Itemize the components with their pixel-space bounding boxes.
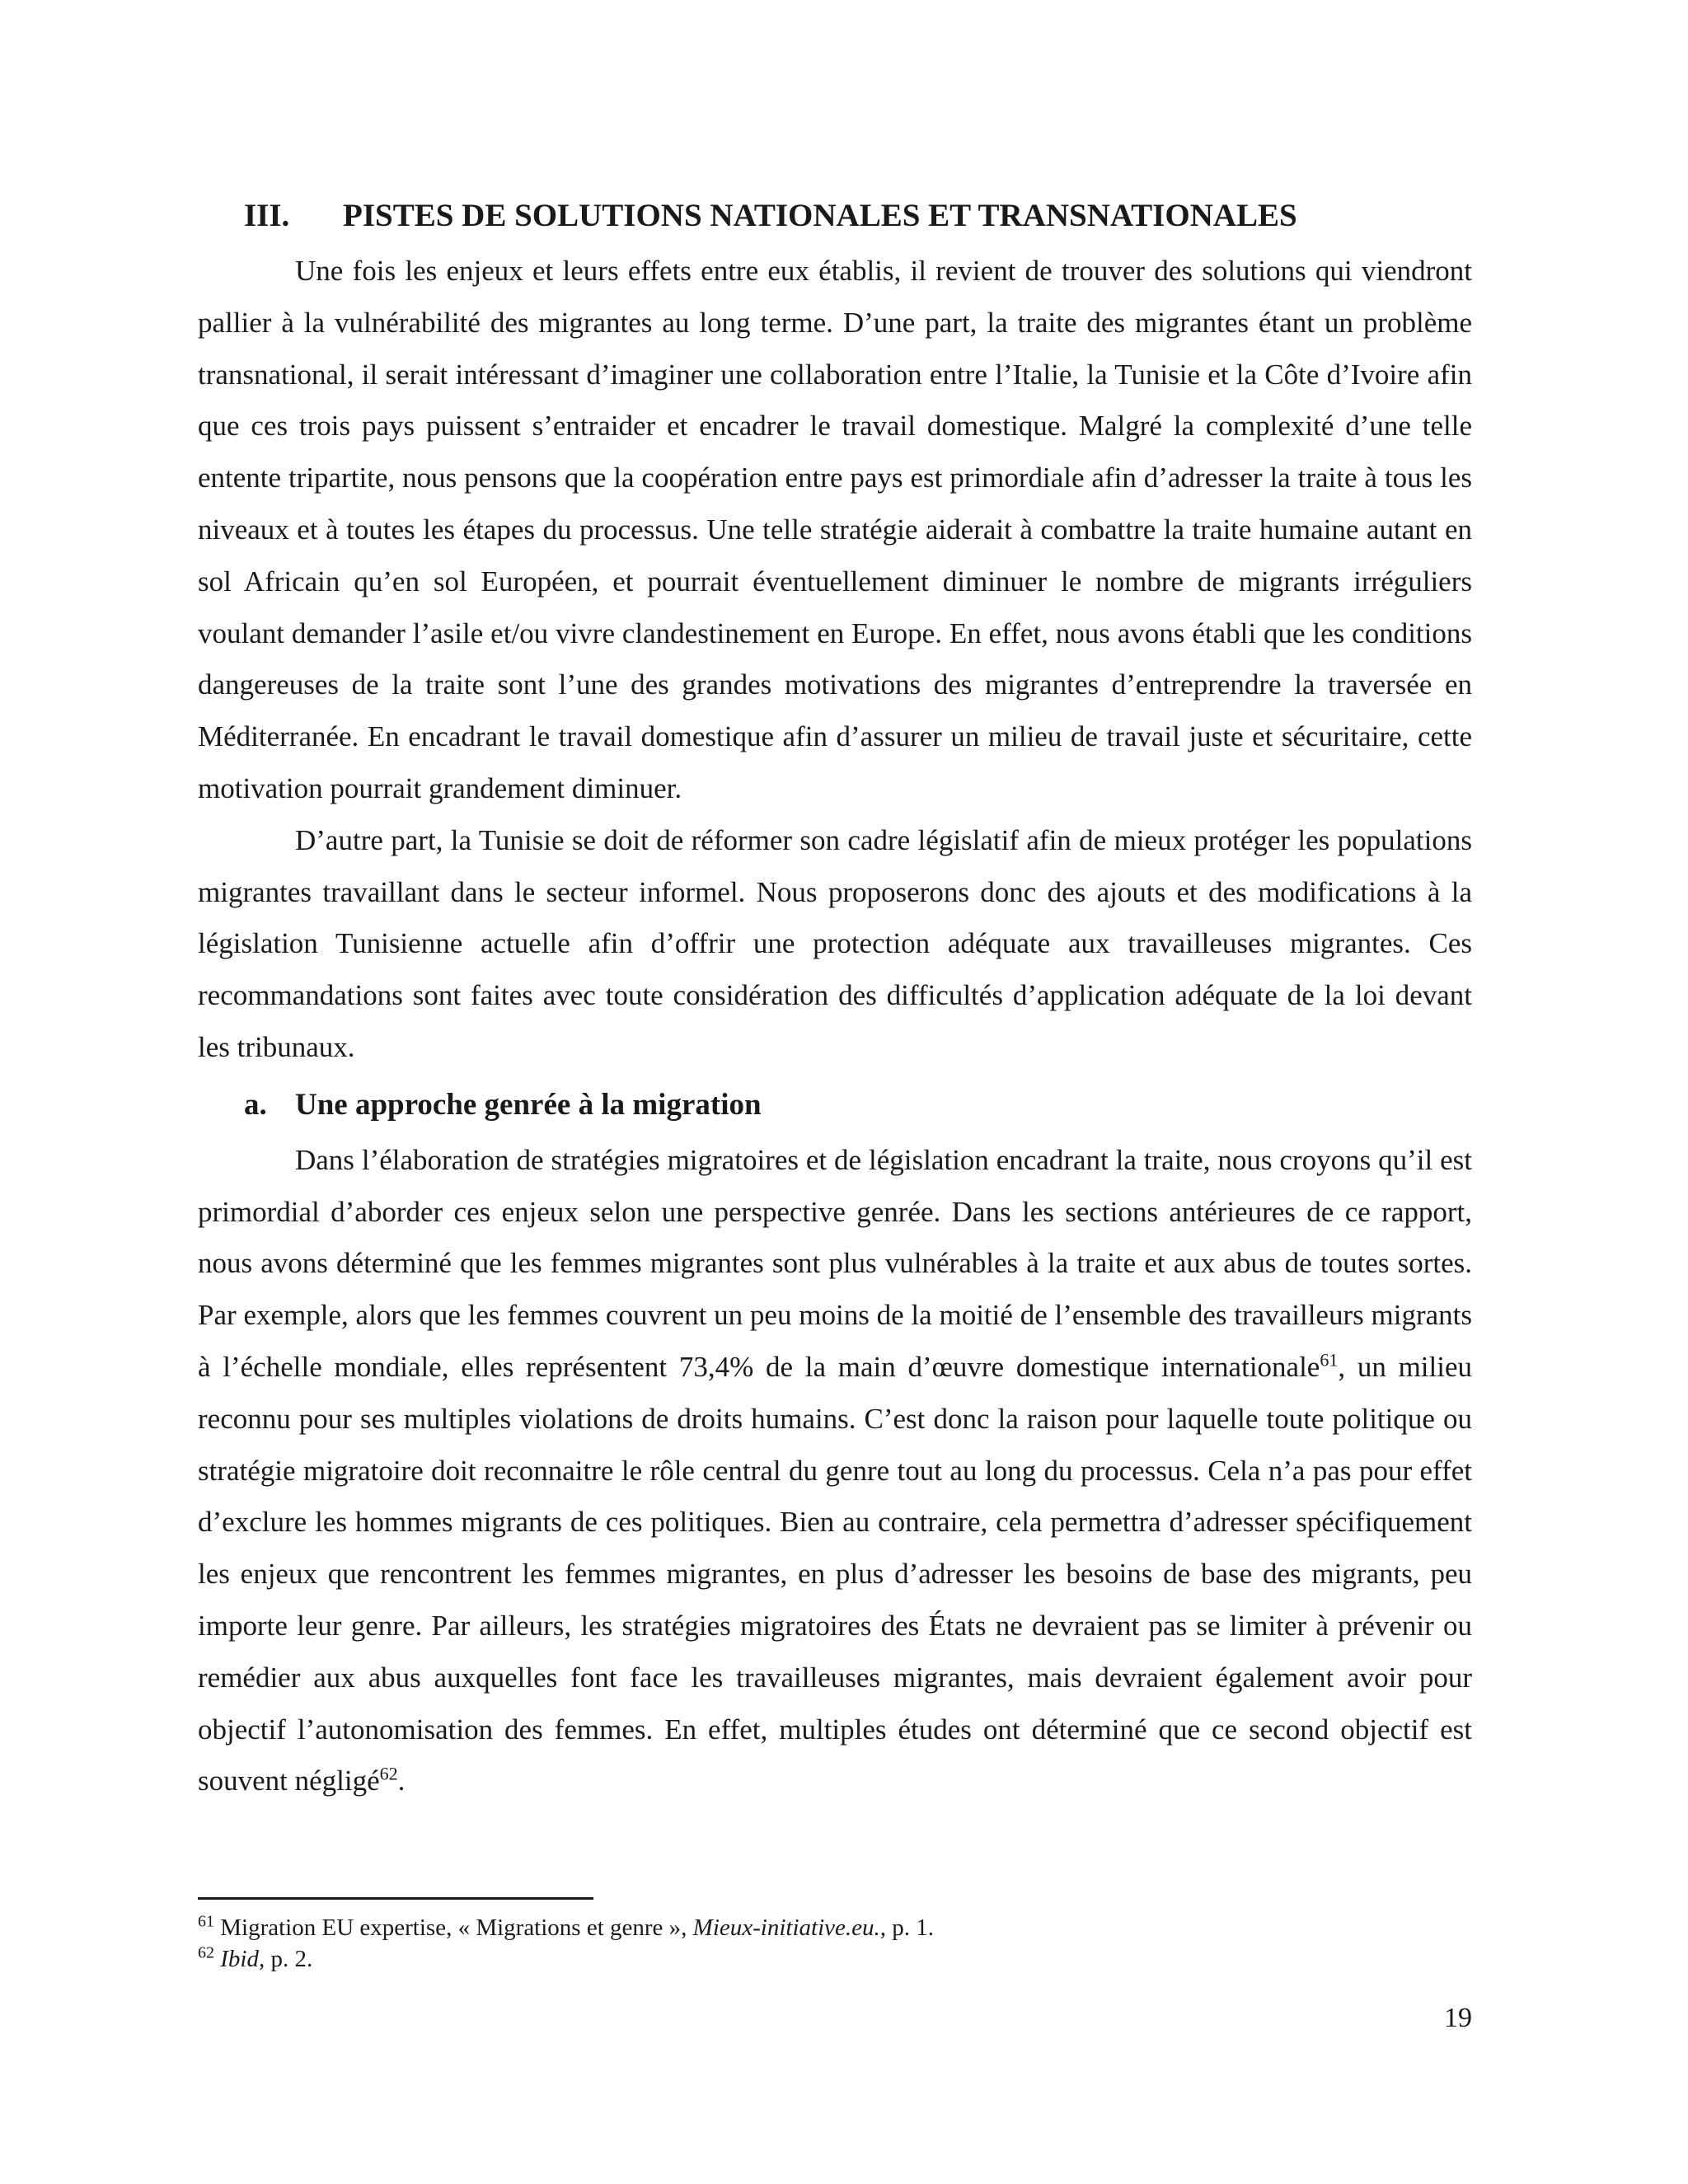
section-title: PISTES DE SOLUTIONS NATIONALES ET TRANSNATIONALES — [343, 198, 1297, 233]
section-number: III. — [244, 198, 290, 233]
footnote-number: 62 — [198, 1943, 214, 1962]
footnote-number: 61 — [198, 1912, 214, 1931]
footnote-text: p. 1. — [886, 1915, 934, 1941]
footnote-text: Migration EU expertise, « Migrations et genre », — [220, 1915, 693, 1941]
page-number: 19 — [1444, 2003, 1472, 2033]
paragraph — [198, 1135, 1472, 1807]
paragraph-text: , un milieu reconnu pour ses multiples violations de droits humains. C’est donc la raison pour laquelle toute politique ou stratégie migratoire doit reconnaitre le rôle central du genre tout au long du processus. Cela n’a pas pour effet d’exclure les hommes migrants de ces politiques. Bien au contraire, cela permettra d’adresser spécifiquement les enjeux que rencontrent les femmes migrantes, en plus d’adresser les besoins de base des migrants, peu importe leur genre. Par ailleurs, les stratégies migratoires des États ne devraient pas se limiter à prévenir ou remédier aux abus auxquelles font face les travailleuses migrantes, mais devraient également avoir pour objectif l’autonomisation des femmes. En effet, multiples études ont déterminé que ce second objectif est souvent négligé — [198, 1350, 1472, 1797]
paragraph-text: . — [397, 1765, 406, 1797]
footnote — [198, 1912, 1472, 1943]
footnote — [198, 1943, 1472, 1975]
subsection-letter: a. — [244, 1087, 267, 1122]
footnote-text: p. 2. — [265, 1946, 313, 1972]
paragraph: D’autre part, la Tunisie se doit de réformer son cadre législatif afin de mieux protéger les populations migrantes travaillant dans le secteur informel. Nous proposerons donc des ajouts et des modifications à la législation Tunisienne actuelle afin d’offrir une protection adéquate aux travailleuses migrantes. Ces recommandations sont faites avec toute considération des difficultés d’application adéquate de la loi devant les tribunaux. — [198, 823, 1472, 1063]
subsection-heading — [198, 1085, 1472, 1125]
subsection-title: Une approche genrée à la migration — [295, 1087, 762, 1122]
paragraph: Une fois les enjeux et leurs effets entre eux établis, il revient de trouver des solutions qui viendront pallier à la vulnérabilité des migrantes au long terme. D’une part, la traite des migrantes étant un problème transnational, il serait intéressant d’imaginer une collaboration entre l’Italie, la Tunisie et la Côte d’Ivoire afin que ces trois pays puissent s’entraider et encadrer le travail domestique. Malgré la complexité d’une telle entente tripartite, nous pensons que la coopération entre pays est primordiale afin d’adresser la traite à tous les niveaux et à toutes les étapes du processus. Une telle stratégie aiderait à combattre la traite humaine autant en sol Africain qu’en sol Européen, et pourrait éventuellement diminuer le nombre de migrants irréguliers voulant demander l’asile et/ou vivre clandestinement en Europe. En effet, nous avons établi que les conditions dangereuses de la traite sont l’une des grandes motivations des migrantes d’entreprendre la traversée en Méditerranée. En encadrant le travail domestique afin d’assurer un milieu de travail juste et sécuritaire, cette motivation pourrait grandement diminuer. — [198, 255, 1472, 804]
footnote-source: Mieux-initiative.eu., — [692, 1915, 886, 1941]
footnote-separator — [198, 1897, 593, 1900]
footnote-reference[interactable]: 61 — [1320, 1349, 1339, 1371]
footnotes — [198, 1912, 1472, 1975]
page-body — [198, 196, 1472, 1807]
section-heading — [198, 196, 1472, 236]
footnote-reference[interactable]: 62 — [379, 1763, 398, 1784]
footnote-source: Ibid, — [220, 1946, 265, 1972]
paragraph-text: Dans l’élaboration de stratégies migratoires et de législation encadrant la traite, nous croyons qu’il est primordial d’aborder ces enjeux selon une perspective genrée. Dans les sections antérieures de ce rapport, nous avons déterminé que les femmes migrantes sont plus vulnérables à la traite et aux abus de toutes sortes. Par exemple, alors que les femmes couvrent un peu moins de la moitié de l’ensemble des travailleurs migrants à l’échelle mondiale, elles représentent 73,4% de la main d’œuvre domestique internationale — [198, 1143, 1472, 1383]
